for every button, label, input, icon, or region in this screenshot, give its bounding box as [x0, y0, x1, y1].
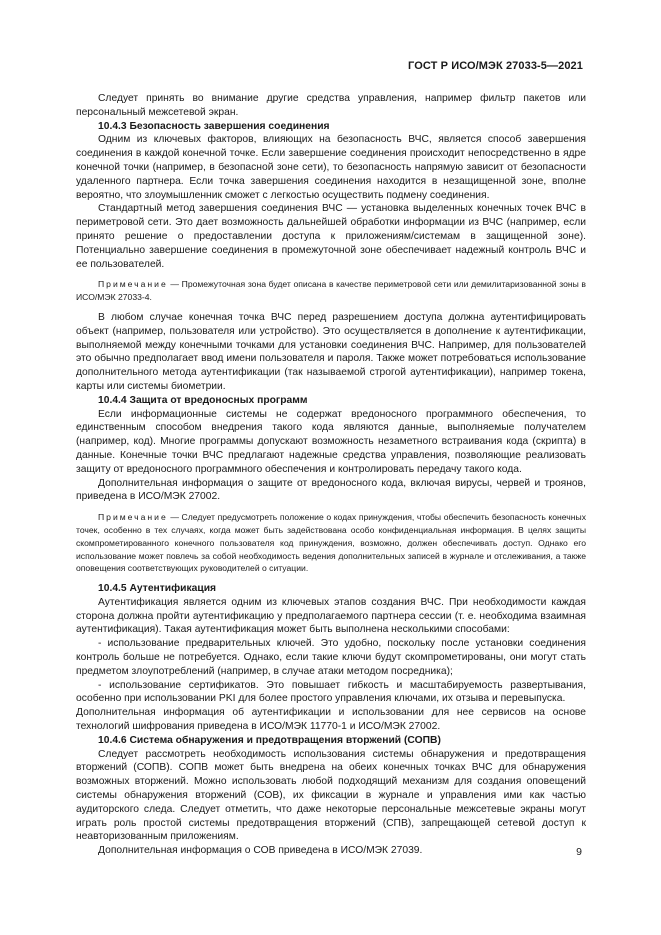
- paragraph: Дополнительная информация об аутентификации и использовании для нее сервисов на основе технологий шифрования приведена в ИСО/МЭК 11770-1 и ИСО/МЭК 27002.: [76, 707, 586, 733]
- note-text: — Следует предусмотреть положение о кодах принуждения, чтобы обеспечить безопасность конечных точек, особенно в тех случаях, когда может быть задействована особо конфиденциальная информация. В целях защиты скомпрометированного конечного пользователя код принуждения, возможно, должен обеспечивать доступ. Однако его использование может повлечь за собой необходимость ведения дополнительных записей в журнале и отслеживания, а также оповещения соответствующих руководителей о ситуации.: [76, 512, 586, 574]
- paragraph: Если информационные системы не содержат вредоносного программного обеспечения, то единственным способом внедрения такого кода являются данные, выполняемые получателем (например, код). Многие программы допускают возможность незаметного встраивания кода (скрипта) в данные. Конечные точки ВЧС предлагают надежные средства управления, позволяющие реализовать защиту от вредоносного программного обеспечения и контролировать передачу такого кода.: [76, 408, 586, 475]
- note-label: Примечание: [98, 512, 168, 523]
- paragraph: Дополнительная информация о СОВ приведена в ИСО/МЭК 27039.: [98, 845, 423, 857]
- section-heading-10-4-5: 10.4.5 Аутентификация: [98, 583, 217, 595]
- list-item: - использование предварительных ключей. Это удобно, поскольку после установки соединения контроль больше не потребуется. Однако, если такие ключи будут скомпрометированы, они могут стать предметом злоупотреблений (например, в случае атаки методом посредника);: [76, 638, 586, 677]
- section-heading-10-4-4: 10.4.4 Защита от вредоносных программ: [98, 394, 308, 406]
- paragraph: Аутентификация является одним из ключевых этапов создания ВЧС. При необходимости каждая сторона должна пройти аутентификацию у предполагаемого партнера сессии (т. е. необходима взаимная аутентификация). Такая аутентификация может быть выполнена несколькими способами:: [76, 596, 586, 636]
- page-content: [76, 92, 586, 858]
- note-label: Примечание: [98, 279, 168, 290]
- standard-header: ГОСТ Р ИСО/МЭК 27033-5—2021: [408, 60, 583, 72]
- intro-paragraph: Следует принять во внимание другие средства управления, например фильтр пакетов или персональный межсетевой экран.: [76, 93, 586, 118]
- paragraph: Стандартный метод завершения соединения ВЧС — установка выделенных конечных точек ВЧС в периметровой сети. Это дает возможность дальнейшей обработки информации из ВЧС (например, если принято решение о предоставлении доступа к приложениям/системам в защищенной зоне). Потенциально завершение соединения в промежуточной зоне обеспечивает надежный контроль ВЧС и ее пользователей.: [76, 203, 586, 270]
- note-text: — Промежуточная зона будет описана в качестве периметровой сети или демилитаризованной зоны в ИСО/МЭК 27033-4.: [76, 279, 586, 303]
- list-item: - использование сертификатов. Это повышает гибкость и масштабируемость развертывания, особенно при использовании PKI для более простого управления ключами, их отзыва и перевыпуска.: [76, 679, 586, 705]
- paragraph: Следует рассмотреть необходимость использования системы обнаружения и предотвращения вторжений (СОПВ). СОПВ может быть внедрена на обеих конечных точках ВЧС для обнаружения возможных вторжений. Можно использовать любой подходящий механизм для создания оповещений системы обнаружения вторжений (СОВ), их фиксации в журнале и управления ими как частью аудиторского следа. Следует отметить, что даже некоторые персональные межсетевые экраны могут играть роль простой системы предотвращения вторжений (СПВ), запрещающей сетевой доступ к неавторизованным приложениям.: [76, 748, 586, 843]
- note: [76, 278, 586, 304]
- paragraph: В любом случае конечная точка ВЧС перед разрешением доступа должна аутентифицировать объект (например, пользователя или устройство). Это осуществляется в дополнение к аутентификации, выполняемой между конечными точками для установки соединения ВЧС. Например, для пользователей это обычно предполагает ввод имени пользователя и пароля. Также может потребоваться использование дополнительного метода аутентификации (так называемой строгой аутентификации), например токена, карты или системы биометрии.: [76, 311, 586, 392]
- note: [76, 511, 586, 575]
- section-heading-10-4-3: 10.4.3 Безопасность завершения соединения: [98, 120, 330, 132]
- section-heading-10-4-6: 10.4.6 Система обнаружения и предотвращения вторжений (СОПВ): [98, 734, 441, 746]
- page-number: 9: [576, 846, 582, 858]
- paragraph: Дополнительная информация о защите от вредоносного кода, включая вирусы, червей и троянов, приведена в ИСО/МЭК 27002.: [76, 477, 586, 503]
- paragraph: Одним из ключевых факторов, влияющих на безопасность ВЧС, является способ завершения соединения в каждой конечной точке. Если завершение соединения происходит непосредственно в ядре конечной точки (например, в безопасной зоне сети), то безопасность напрямую зависит от безопасности удаленного партнера. Если точка завершения соединения находится в незащищенной зоне, вполне вероятно, что злоумышленник сможет с легкостью осуществить подмену соединения.: [76, 134, 586, 201]
